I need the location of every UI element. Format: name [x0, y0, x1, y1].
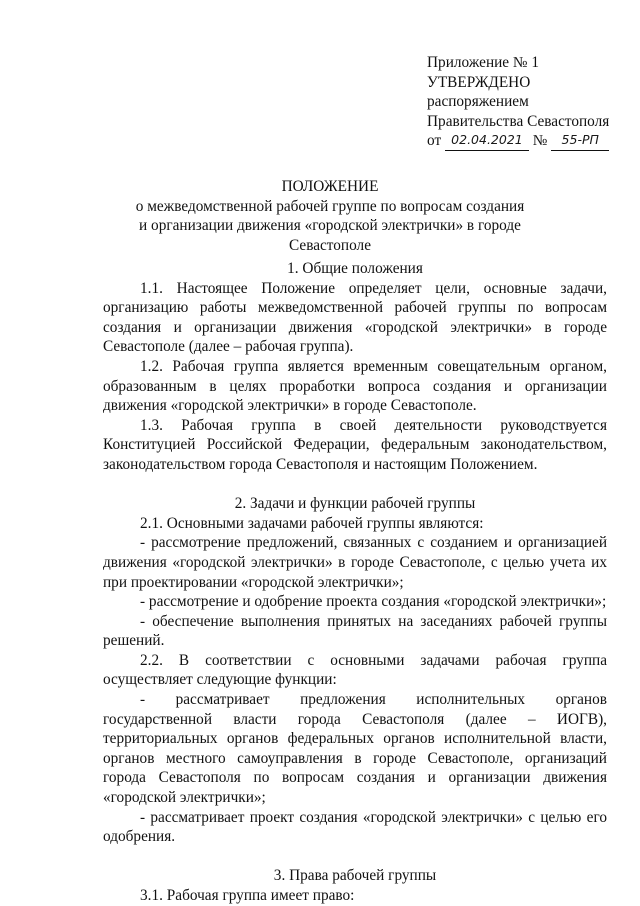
paragraph-3-1: 3.1. Рабочая группа имеет право: — [140, 887, 355, 904]
section-2-heading: 2. Задачи и функции рабочей группы — [234, 495, 476, 513]
list-item: - рассмотрение и одобрение проекта создания «городской электрички»; — [140, 593, 607, 611]
document-title — [100, 177, 560, 255]
title-main: ПОЛОЖЕНИЕ — [281, 178, 379, 195]
paragraph-2-1: 2.1. Основными задачами рабочей группы являются: — [140, 514, 484, 532]
section-gap — [103, 475, 607, 495]
approval-order-label: распоряжением — [427, 93, 529, 111]
paragraph-1-1: 1.1. Настоящее Положение определяет цели, основные задачи, организацию работы межведомственной рабочей группы по вопросам создания и организации движения «городской электрички» в городе Севастополе (далее – рабочая группа). — [103, 279, 607, 356]
title-line-2: и организации движения «городской электрички» в городе Севастополе — [139, 217, 521, 254]
list-item: - рассмотрение предложений, связанных с созданием и организацией движения «городской электрички» в городе Севастополе, с целью учета их при проектировании «городской электрички»; — [103, 534, 607, 591]
handwritten-number: 55-РП — [561, 132, 599, 148]
approval-stamp — [427, 53, 627, 152]
date-field — [445, 130, 529, 151]
paragraph-1-2: 1.2. Рабочая группа является временным совещательным органом, образованным в целях проработки вопроса создания и организации движения «городской электрички» в городе Севастополе. — [103, 357, 607, 415]
section-3-heading: 3. Права рабочей группы — [273, 867, 437, 885]
document-body — [103, 259, 607, 906]
list-item: - рассматривает проект создания «городской электрички» с целью его одобрения. — [103, 808, 607, 846]
approved-label: УТВЕРЖДЕНО — [427, 73, 531, 91]
paragraph-1-3: 1.3. Рабочая группа в своей деятельности руководствуется Конституцией Российской Федерации, федеральным законодательством, законодательством города Севастополя и настоящим Положением. — [103, 416, 607, 473]
approval-date-line — [427, 131, 627, 152]
number-field — [551, 130, 609, 151]
approval-authority: Правительства Севастополя — [427, 112, 610, 130]
date-prefix: от — [427, 132, 442, 150]
list-item: - обеспечение выполнения принятых на заседаниях рабочей группы решений. — [103, 612, 607, 650]
number-prefix: № — [532, 132, 548, 150]
section-1-heading: 1. Общие положения — [287, 260, 423, 277]
title-line-1: о межведомственной рабочей группе по вопросам создания — [135, 197, 525, 215]
paragraph-2-2: 2.2. В соответствии с основными задачами рабочая группа осуществляет следующие функции: — [103, 651, 607, 689]
list-item: - рассматривает предложения исполнительных органов государственной власти города Севастополя (далее – ИОГВ), территориальных органов федеральных органов исполнительной власти, органов местного самоуправления в городе Севастополе, организаций города Севастополя по вопросам создания и организации движения «городской электрички»; — [103, 691, 607, 807]
appendix-number: Приложение № 1 — [427, 54, 539, 71]
handwritten-date: 02.04.2021 — [451, 132, 523, 148]
section-gap — [103, 847, 607, 867]
